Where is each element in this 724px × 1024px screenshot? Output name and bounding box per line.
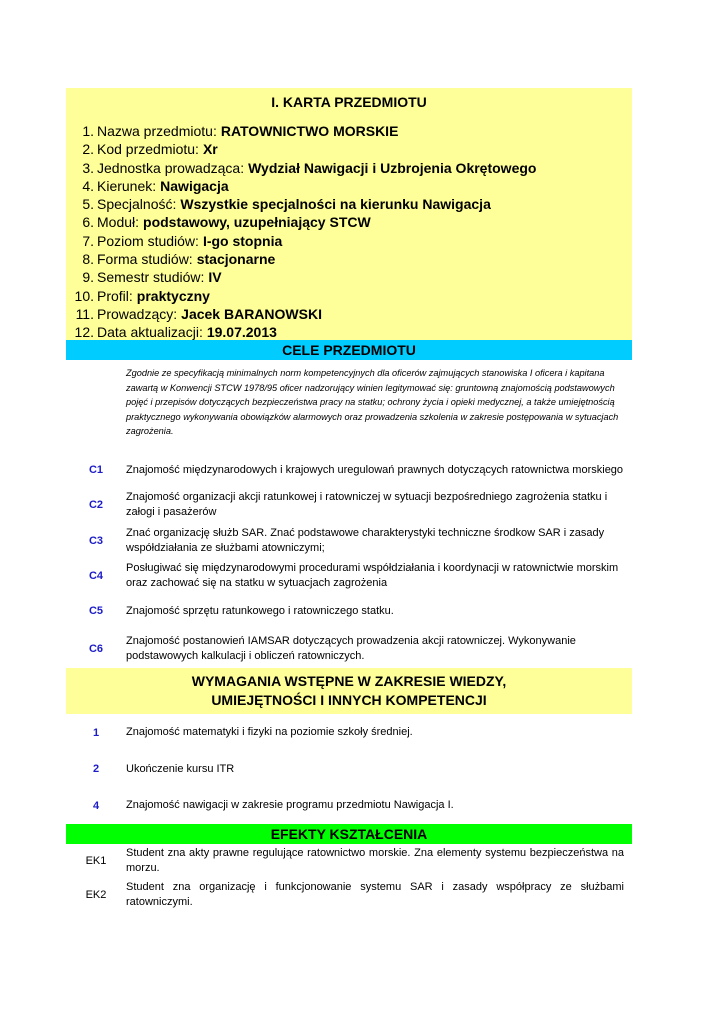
item-value: praktyczny (136, 287, 210, 304)
karta-item (66, 195, 632, 213)
item-number: 7. (82, 232, 94, 249)
outcome-row (66, 878, 632, 912)
karta-item (66, 305, 632, 323)
requirement-row (66, 787, 632, 824)
goal-text: Znać organizację służb SAR. Znać podstawowe charakterystyki techniczne środkow SAR i zasady współdziałania ze służbami atowniczymi; (126, 527, 605, 554)
outcome-code: EK2 (85, 889, 107, 901)
item-value: Wszystkie specjalności na kierunku Nawigacja (180, 196, 491, 213)
karta-item (66, 159, 632, 177)
wymagania-section-header (66, 668, 632, 714)
karta-item (66, 323, 632, 341)
karta-item (66, 287, 632, 305)
item-value: stacjonarne (196, 251, 276, 268)
goal-row (66, 488, 632, 522)
item-value: I-go stopnia (202, 232, 283, 249)
requirement-text: Ukończenie kursu ITR (126, 762, 235, 775)
item-number: 2. (82, 141, 94, 158)
karta-list (66, 122, 632, 342)
item-number: 12. (74, 324, 94, 341)
item-value: podstawowy, uzupełniający STCW (143, 214, 371, 231)
wymagania-title-line2: UMIEJĘTNOŚCI I INNYCH KOMPETENCJI (211, 692, 487, 708)
goal-row (66, 560, 632, 592)
outcome-row (66, 844, 632, 878)
goal-row (66, 452, 632, 488)
item-label: Poziom studiów: (97, 232, 199, 249)
karta-item (66, 232, 632, 250)
cele-description: Zgodnie ze specyfikacją minimalnych norm kompetencyjnych dla oficerów zajmujących stanowiska I oficera i kapitana zawartą w Konwencji STCW 1978/95 oficer nadzorujący winien legitymować się: gruntowną znajomością podstawowych pojęć i przepisów dotyczących bezpieczeństwa pracy na statku; ochrony życia i opieki medycznej, a także umiejętnością praktycznego wykonywania obowiązków alarmowych oraz prowadzenia szkolenia w zakresie postępowania w sytuacjach zagrożenia. (126, 368, 619, 437)
item-label: Specjalność: (97, 196, 177, 213)
goal-code: C4 (88, 570, 104, 582)
item-label: Kod przedmiotu: (97, 141, 199, 158)
item-number: 4. (82, 177, 94, 194)
item-value: Wydział Nawigacji i Uzbrojenia Okrętowego (248, 159, 537, 176)
goal-code: C1 (88, 464, 104, 476)
requirement-text: Znajomość nawigacji w zakresie programu przedmiotu Nawigacja I. (126, 799, 454, 811)
karta-item (66, 177, 632, 195)
cele-section-header: CELE PRZEDMIOTU (66, 340, 632, 360)
karta-item (66, 268, 632, 286)
karta-section (66, 88, 632, 340)
karta-title: I. KARTA PRZEDMIOTU (271, 94, 427, 110)
item-label: Forma studiów: (97, 251, 193, 268)
item-value: Xr (202, 141, 218, 158)
goal-text: Posługiwać się międzynarodowymi procedurami współdziałania i koordynacji w ratownictwie morskim oraz zachować się na statku w sytuacjach zagrożenia (126, 562, 619, 589)
requirement-row (66, 751, 632, 787)
item-label: Moduł: (97, 214, 140, 231)
requirement-code: 1 (92, 726, 100, 739)
goal-code: C6 (88, 643, 104, 655)
item-number: 8. (82, 251, 94, 268)
goal-row (66, 630, 632, 668)
item-value: RATOWNICTWO MORSKIE (220, 123, 399, 139)
goal-code: C3 (88, 535, 104, 547)
item-number: 5. (82, 196, 94, 213)
outcome-code: EK1 (85, 855, 107, 867)
item-number: 9. (82, 269, 94, 286)
item-label: Nazwa przedmiotu: (97, 123, 217, 139)
goal-text: Znajomość postanowień IAMSAR dotyczących prowadzenia akcji ratowniczej. Wykonywanie podstawowych kalkulacji i obliczeń ratowniczych. (126, 635, 576, 662)
item-label: Kierunek: (97, 177, 157, 194)
karta-item (66, 213, 632, 231)
outcome-text: Student zna akty prawne regulujące ratownictwo morskie. Zna elementy systemu bezpieczeństwa na morzu. (126, 847, 624, 874)
item-value: Jacek BARANOWSKI (181, 305, 322, 322)
item-label: Prowadzący: (97, 305, 178, 322)
wymagania-title-line1: WYMAGANIA WSTĘPNE W ZAKRESIE WIEDZY, (191, 673, 507, 689)
item-number: 10. (74, 287, 94, 304)
requirement-code: 2 (92, 763, 100, 775)
efekty-section-header: EFEKTY KSZTAŁCENIA (66, 824, 632, 844)
goal-text: Znajomość organizacji akcji ratunkowej i ratowniczej w sytuacji bezpośredniego zagrożenia statku i załogi i pasażerów (126, 491, 608, 518)
requirement-text: Znajomość matematyki i fizyki na poziomie szkoły średniej. (126, 726, 413, 738)
item-value: Nawigacja (160, 177, 229, 194)
item-number: 1. (82, 123, 94, 139)
karta-item (66, 250, 632, 268)
item-label: Jednostka prowadząca: (97, 159, 245, 176)
document-page (66, 88, 632, 912)
item-value: IV (208, 269, 222, 286)
item-number: 11. (75, 305, 94, 322)
outcome-text: Student zna organizację i funkcjonowanie systemu SAR i zasady współpracy ze służbami ratowniczymi. (126, 881, 624, 908)
karta-item (66, 140, 632, 158)
item-value: 19.07.2013 (206, 324, 277, 341)
goal-row (66, 592, 632, 630)
item-label: Semestr studiów: (97, 269, 205, 286)
goal-row (66, 522, 632, 560)
goal-text: Znajomość międzynarodowych i krajowych uregulowań prawnych dotyczących ratownictwa morskiego (126, 463, 624, 476)
goal-text: Znajomość sprzętu ratunkowego i ratowniczego statku. (126, 604, 394, 617)
requirement-row (66, 714, 632, 751)
goal-code: C5 (88, 605, 104, 617)
karta-item (66, 122, 632, 140)
item-number: 3. (82, 159, 94, 176)
item-label: Data aktualizacji: (97, 324, 203, 341)
requirement-code: 4 (92, 799, 100, 812)
goal-code: C2 (88, 499, 104, 511)
item-number: 6. (82, 214, 94, 231)
item-label: Profil: (97, 287, 133, 304)
